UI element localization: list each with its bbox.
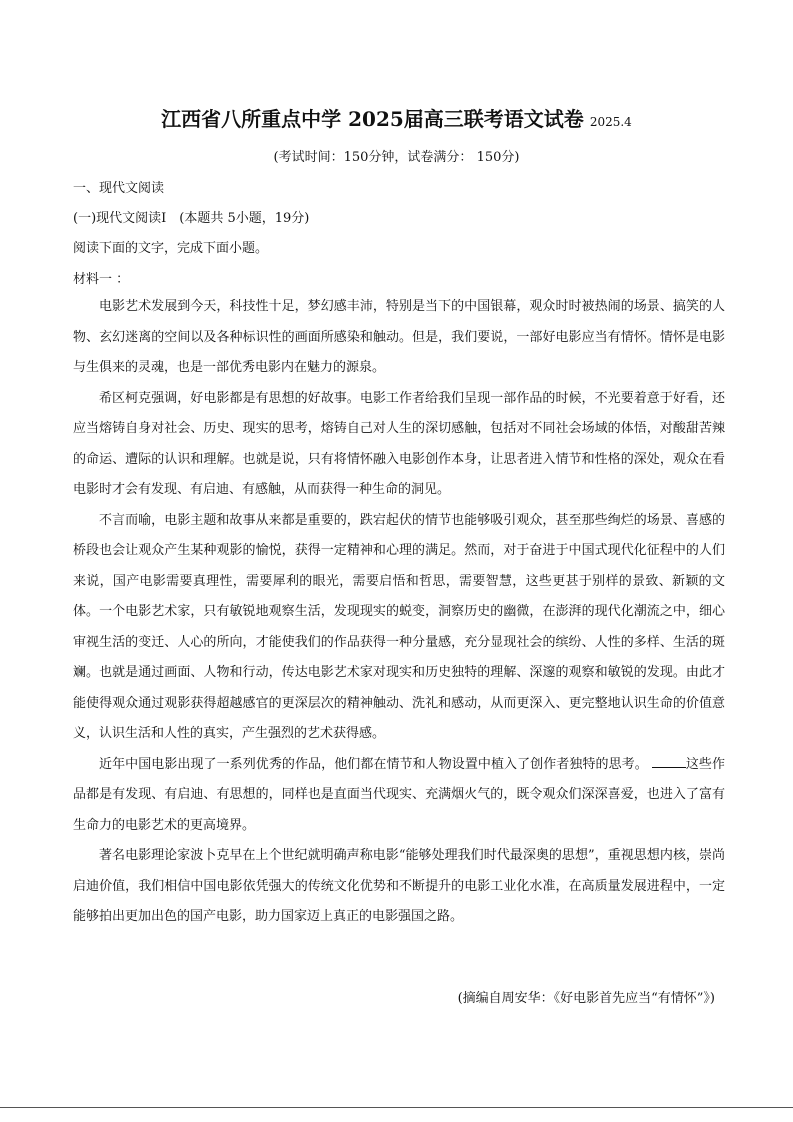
title-date: 2025.4 [589, 115, 632, 129]
reading-instruction: 阅读下面的文字，完成下面小题。 [73, 241, 269, 256]
title-text: 江西省八所重点中学 2025届高三联考语文试卷 [161, 107, 584, 131]
section-heading: 一、现代文阅读 [73, 181, 165, 196]
paragraph-1: 电影艺术发展到今天，科技性十足，梦幻感丰沛，特别是当下的中国银幕，观众时时被热闹的场景、搞笑的人物、玄幻迷离的空间以及各种标识性的画面所感染和触动。但是，我们要说，一部好电影应当有情怀。情怀是电影与生俱来的灵魂，也是一部优秀电影内在魅力的源泉。 [73, 299, 725, 375]
paragraph-5: 著名电影理论家波卜克早在上个世纪就明确声称电影“能够处理我们时代最深奥的思想”，重视思想内核，崇尚启迪价值，我们相信中国电影依凭强大的传统文化优势和不断提升的电影工业化水准，在高质量发展进程中，一定能够拍出更加出色的国产电影，助力国家迈上真正的电影强国之路。 [73, 848, 725, 924]
paragraph-4-continued: 这些作品都是有发现、有启迪、有思想的，同样也是直面当代现实、充满烟火气的，既令观众们深深喜爱，也进入了富有生命力的电影艺术的更高境界。 [73, 756, 725, 833]
passage-body [73, 292, 725, 933]
paragraph-4-text: 近年中国电影出现了一系列优秀的作品，他们都在情节和人物设置中植入了创作者独特的思考。 [99, 756, 648, 772]
answer-blank[interactable] [652, 755, 686, 768]
exam-info: (考试时间：150分钟，试卷满分： 150分) [273, 150, 520, 165]
exam-title [0, 103, 793, 132]
paragraph-3: 不言而喻，电影主题和故事从来都是重要的，跌宕起伏的情节也能够吸引观众，甚至那些绚烂的场景、喜感的桥段也会让观众产生某种观影的愉悦，获得一定精神和心理的满足。然而，对于奋进于中国式现代化征程中的人们来说，国产电影需要真理性，需要犀利的眼光，需要启悟和哲思，需要智慧，这些更甚于别样的景致、新颖的文体。一个电影艺术家，只有敏锐地观察生活，发现现实的蜕变，洞察历史的幽微，在澎湃的现代化潮流之中，细心审视生活的变迁、人心的所向，才能使我们的作品获得一种分量感，充分显现社会的缤纷、人性的多样、生活的斑斓。也就是通过画面、人物和行动，传达电影艺术家对现实和历史独特的理解、深邃的观察和敏锐的发现。由此才能使得观众通过观影获得超越感官的更深层次的精神触动、洗礼和感动，从而更深入、更完整地认识生命的价值意义，认识生活和人性的真实，产生强烈的艺术获得感。 [73, 512, 725, 741]
material-label: 材料一 ： [73, 272, 130, 287]
source-citation: (摘编自周安华：《好电影首先应当“有情怀”》) [457, 991, 715, 1006]
paragraph-2: 希区柯克强调，好电影都是有思想的好故事。电影工作者给我们呈现一部作品的时候，不光要着意于好看，还应当熔铸自身对社会、历史、现实的思考，熔铸自己对人生的深切感触，包括对不同社会场域的体悟，对酸甜苦辣的命运、遭际的认识和理解。也就是说，只有将情怀融入电影创作本身，让思者进入情节和性格的深处，观众在看电影时才会有发现、有启迪、有感触，从而获得一种生命的洞见。 [73, 390, 725, 497]
section-subheading: (一)现代文阅读Ⅰ (本题共 5小题，19分) [73, 211, 310, 226]
paragraph-4 [73, 750, 725, 842]
page-divider [0, 1107, 793, 1108]
